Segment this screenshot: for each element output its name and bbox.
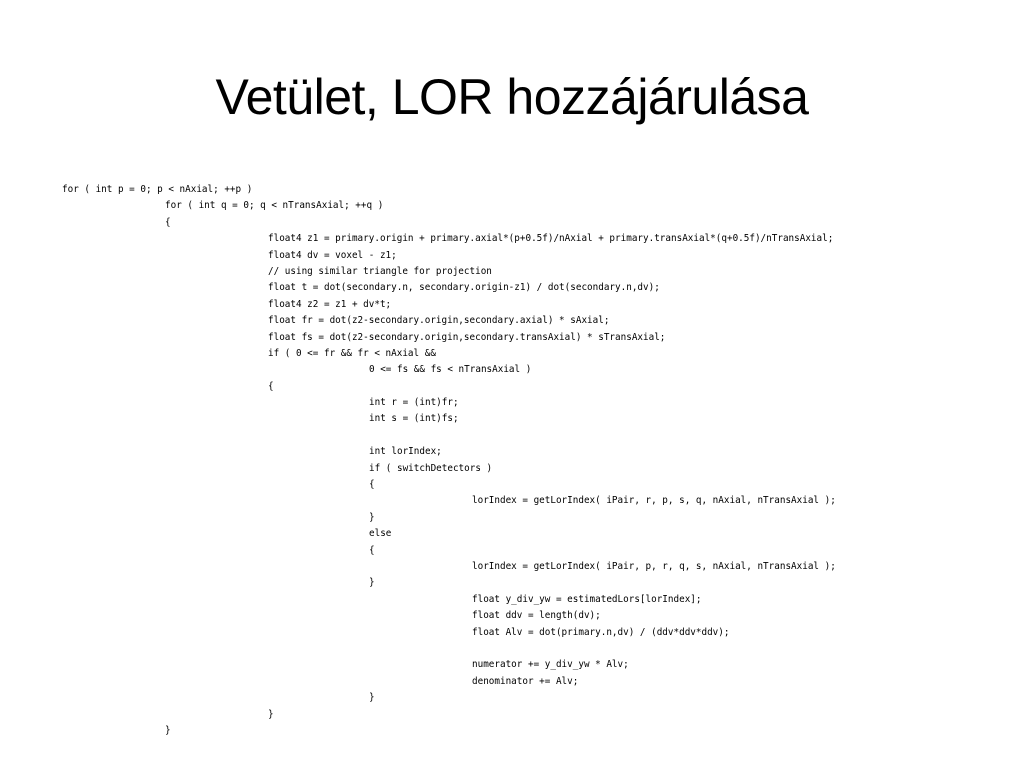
code-line: { [268,380,274,392]
code-line: } [165,724,171,736]
code-line: int r = (int)fr; [369,397,459,409]
code-line: } [369,692,375,704]
code-line: float Alv = dot(primary.n,dv) / (ddv*ddv*ddv); [472,626,730,638]
code-line: { [165,216,171,228]
code-line: float4 z1 = primary.origin + primary.axial*(p+0.5f)/nAxial + primary.transAxial*(q+0.5f)/nTransAxial; [268,233,834,245]
code-line: denominator += Alv; [472,675,579,687]
code-line: float fr = dot(z2-secondary.origin,secondary.axial) * sAxial; [268,315,610,327]
code-line: if ( 0 <= fr && fr < nAxial && [268,347,436,359]
code-line: float4 dv = voxel - z1; [268,249,397,261]
code-line: else [369,528,392,540]
code-line: 0 <= fs && fs < nTransAxial ) [369,364,532,376]
code-line: if ( switchDetectors ) [369,462,493,474]
code-line [62,428,836,444]
code-line: float y_div_yw = estimatedLors[lorIndex]; [472,593,702,605]
slide-title: Vetület, LOR hozzájárulása [215,69,809,125]
code-line: } [369,577,375,589]
code-line: float t = dot(secondary.n, secondary.origin-z1) / dot(secondary.n,dv); [268,282,660,294]
code-line: { [369,544,375,556]
code-block [62,182,836,739]
code-line: float ddv = length(dv); [472,610,601,622]
code-line: } [369,511,375,523]
code-line: float4 z2 = z1 + dv*t; [268,298,392,310]
code-line: int s = (int)fs; [369,413,459,425]
code-line [62,641,836,657]
code-line: } [268,708,274,720]
code-line: for ( int q = 0; q < nTransAxial; ++q ) [165,200,384,212]
code-line: int lorIndex; [369,446,442,458]
code-line: float fs = dot(z2-secondary.origin,secondary.transAxial) * sTransAxial; [268,331,666,343]
code-line: for ( int p = 0; p < nAxial; ++p ) [62,184,253,195]
code-line: lorIndex = getLorIndex( iPair, p, r, q, s, nAxial, nTransAxial ); [472,560,836,572]
code-line: // using similar triangle for projection [268,265,492,277]
code-line: lorIndex = getLorIndex( iPair, r, p, s, q, nAxial, nTransAxial ); [472,495,836,507]
code-line: numerator += y_div_yw * Alv; [472,659,629,671]
code-line: { [369,479,375,491]
